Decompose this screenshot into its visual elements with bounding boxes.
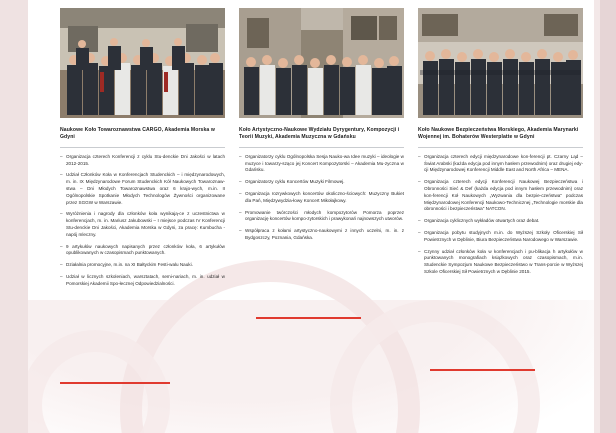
column-title: Koło Artystyczno-Naukowe Wydziału Dyrygentury, Kompozycji i Teorii Muzyki, Akademia Muzyczna w Gdańsku [239,127,400,141]
accent-rule-column-3 [430,369,535,371]
right-margin-bar [600,0,616,433]
list-item: – Udział Członków Koła w Konferencjach Studenckich – i międzynarodowych, m. in. IX Międzynarodowe Forum Studenckich Kół Naukowych Towaroznaw-stwa – Dni Młodych Towaroznawstwa oraz 6 krajo-wych, m.in. II Ogólnopolskie Spotkanie Młodych Technologów Żywności organizowane przez SGGW w Warszawie. [60,172,225,206]
achievements-list [239,154,404,242]
title-divider [239,147,404,148]
column-cargo [60,8,225,293]
list-item: – Organizacja cyklicznych wykładów otwartych oraz debat. [418,218,583,225]
column-artistic [239,8,404,293]
left-margin-bar [0,0,28,433]
list-item: – Wyróżnienia i nagrody dla członków koła wynikają-ce z uczestnictwa w konferencjach, m. in. Mariusz Jakubowski – I miejsce podczas IV Konferencji Stu-denckie Dni Jakości, Akademia Morska w Gdyni, za pracę: Kumbucha - napój mleczny. [60,211,225,238]
achievements-list [60,154,225,288]
list-item: – Organizatorzy cyklu Ogólnopolska Sesja Nauko-wa Idee muzyki – ideologie w muzyce i towarzy-sząco jej Koncert Kompozytorski – Akademia Mu-zyczna w Gdańsku. [239,154,404,174]
photo-cargo-group [60,8,225,118]
list-item: – Działalnia promocyjne, m.in. na XI Bałtyckim Festi-walu Nauki. [60,262,225,269]
title-divider [60,147,225,148]
list-item: – Organizacja rozrywkowych koncertów okoliczno-ściowych: Muzyczny Bukiet dla Pań, Międzywydzia-łowy Koncert Mikołajkowy. [239,191,404,205]
page-content [28,0,600,433]
list-item: – 9 artykułów naukowych napisanych przez członków koła, 6 artykułów opublikowanych w czasopismach punktowanych. [60,244,225,258]
column-title: Koło Naukowe Bezpieczeństwa Morskiego, Akademia Marynarki Wojennej im. Bohaterów Westerplatte w Gdyni [418,127,579,141]
accent-rule-column-2 [256,317,361,319]
list-item: – Organizacja czterech Konferencji z cyklu Stu-denckie Dni Jakości w latach 2012-2015. [60,154,225,168]
list-item: – Organizacja czterech edycji Konferencji Naukowej Bezpieczeństwa i Obronności Sieć & Def (każda edycja pod innym hasłem przewodnim) oraz kon-ferencji Koł Naukowych „Wyzwania dla bezpie-czeństwa" podczas Międzynarodowej Konferencji Naukowo-Technicznej „Technologie morskie dla obronności i bezpieczeństwa" NATCON. [418,179,583,213]
photo-artistic-group [239,8,404,118]
list-item: – Udział w licznych szkoleniach, warsztatach, semi-nariach, m. in. udział w Pomorskiej Akademii Spo-łecznej Odpowiedzialności. [60,274,225,288]
column-navy [418,8,583,293]
achievements-list [418,154,583,276]
list-item: – Organizacja pobytu studyjnych m.in. do Wyższej Szkoły Oficerskiej Sił Powietrznych w Dęblinie, Biura Bezpieczeństwa Narodowego w Warszawie. [418,230,583,244]
title-divider [418,147,583,148]
list-item: – Organizacja czterech edycji międzynarodowe kon-ferencji pt. Czarny Ląd – Świat Arabski (każda edycja pod innym hasłem przewodnim) oraz drugiej edy-cji Międzynarodowej Konferencji Middle East and North Africa – MENA. [418,154,583,174]
accent-rule-column-1 [60,382,170,384]
three-column-layout [28,0,600,293]
list-item: – Czynny udział członków koła w konferencjach i pu-blikacja h artykułów w punktowanych monografiach książkowych oraz czasopismach, m.in. Studenckie Sympozjum Naukowe Bezpieczeństwo w Trans-porcie w Wyższej Szkole Oficerskiej Sił Powietrznych w Dęblinie 2015. [418,249,583,276]
column-title: Naukowe Koło Towaroznawstwa CARGO, Akademia Morska w Gdyni [60,127,215,141]
list-item: – Promowanie twórczości młodych kompozytorów Pomorza poprzez organizację koncertów kompo-zytorskich i prawykonań najnowszych utworów. [239,210,404,224]
photo-navy-group [418,8,583,118]
list-item: – Współpraca z kołami artystyczno-naukowymi z innych uczelni, m. in. z Bydgoszczy, Poznania, Gdańska. [239,228,404,242]
list-item: – Organizatorzy cyklu Koncertów Muzyki Filmowej. [239,179,404,186]
